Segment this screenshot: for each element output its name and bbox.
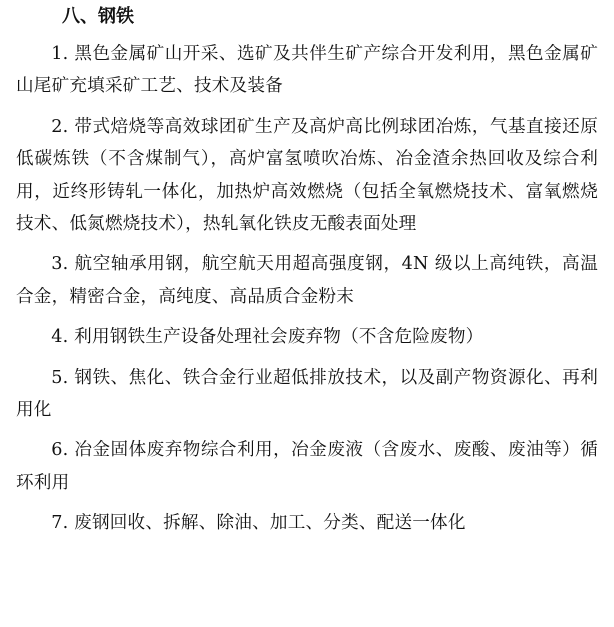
list-item-1: 1. 黑色金属矿山开采、选矿及共伴生矿产综合开发利用，黑色金属矿山尾矿充填采矿工艺、技术及装备: [16, 44, 598, 97]
item-list: [16, 38, 598, 548]
list-item-6: 6. 冶金固体废弃物综合利用，冶金废液（含废水、废酸、废油等）循环利用: [16, 440, 598, 493]
list-item-2: 2. 带式焙烧等高效球团矿生产及高炉高比例球团冶炼，气基直接还原低碳炼铁（不含煤制气），高炉富氢喷吹冶炼、冶金渣余热回收及综合利用，近终形铸轧一体化，加热炉高效燃烧（包括全氧燃烧技术、富氧燃烧技术、低氮燃烧技术），热轧氧化铁皮无酸表面处理: [16, 116, 598, 235]
list-item-3: 3. 航空轴承用钢，航空航天用超高强度钢，4N 级以上高纯铁，高温合金，精密合金，高纯度、高品质合金粉末: [16, 254, 598, 307]
section-heading: 八、钢铁: [62, 6, 134, 27]
list-item-4: 4. 利用钢铁生产设备处理社会废弃物（不含危险废物）: [51, 327, 484, 348]
list-item-7: 7. 废钢回收、拆解、除油、加工、分类、配送一体化: [51, 513, 466, 534]
list-item-5: 5. 钢铁、焦化、铁合金行业超低排放技术，以及副产物资源化、再利用化: [16, 367, 598, 421]
